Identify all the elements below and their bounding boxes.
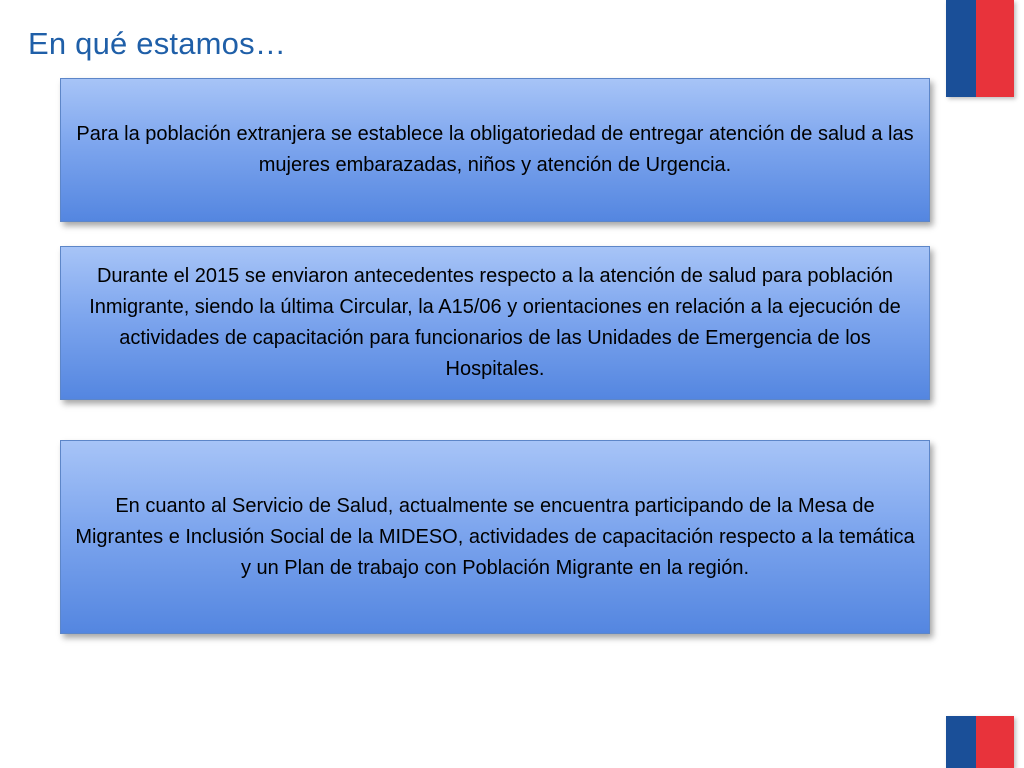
flag-logo-bottom: [946, 716, 1014, 768]
flag-red-stripe: [976, 716, 1014, 768]
flag-blue-stripe: [946, 0, 976, 97]
flag-blue-stripe: [946, 716, 976, 768]
info-box-text: Para la población extranjera se establece la obligatoriedad de entregar atención de salud a las mujeres embarazadas, niños y atención de Urgencia.: [76, 123, 914, 176]
info-box-health-service: [60, 440, 930, 634]
flag-logo-top: [946, 0, 1014, 97]
info-box-text: En cuanto al Servicio de Salud, actualmente se encuentra participando de la Mesa de Migrantes e Inclusión Social de la MIDESO, actividades de capacitación respecto a la temática y un Plan de trabajo con Población Migrante en la región.: [75, 494, 915, 579]
slide-title: En qué estamos…: [28, 26, 287, 61]
info-box-text: Durante el 2015 se enviaron antecedentes respecto a la atención de salud para población Inmigrante, siendo la última Circular, la A15/06 y orientaciones en relación a la ejecución de actividades de capacitación para funcionarios de las Unidades de Emergencia de los Hospitales.: [89, 265, 901, 380]
info-box-foreign-population: [60, 78, 930, 222]
flag-red-stripe: [976, 0, 1014, 97]
info-box-2015-circular: [60, 246, 930, 400]
